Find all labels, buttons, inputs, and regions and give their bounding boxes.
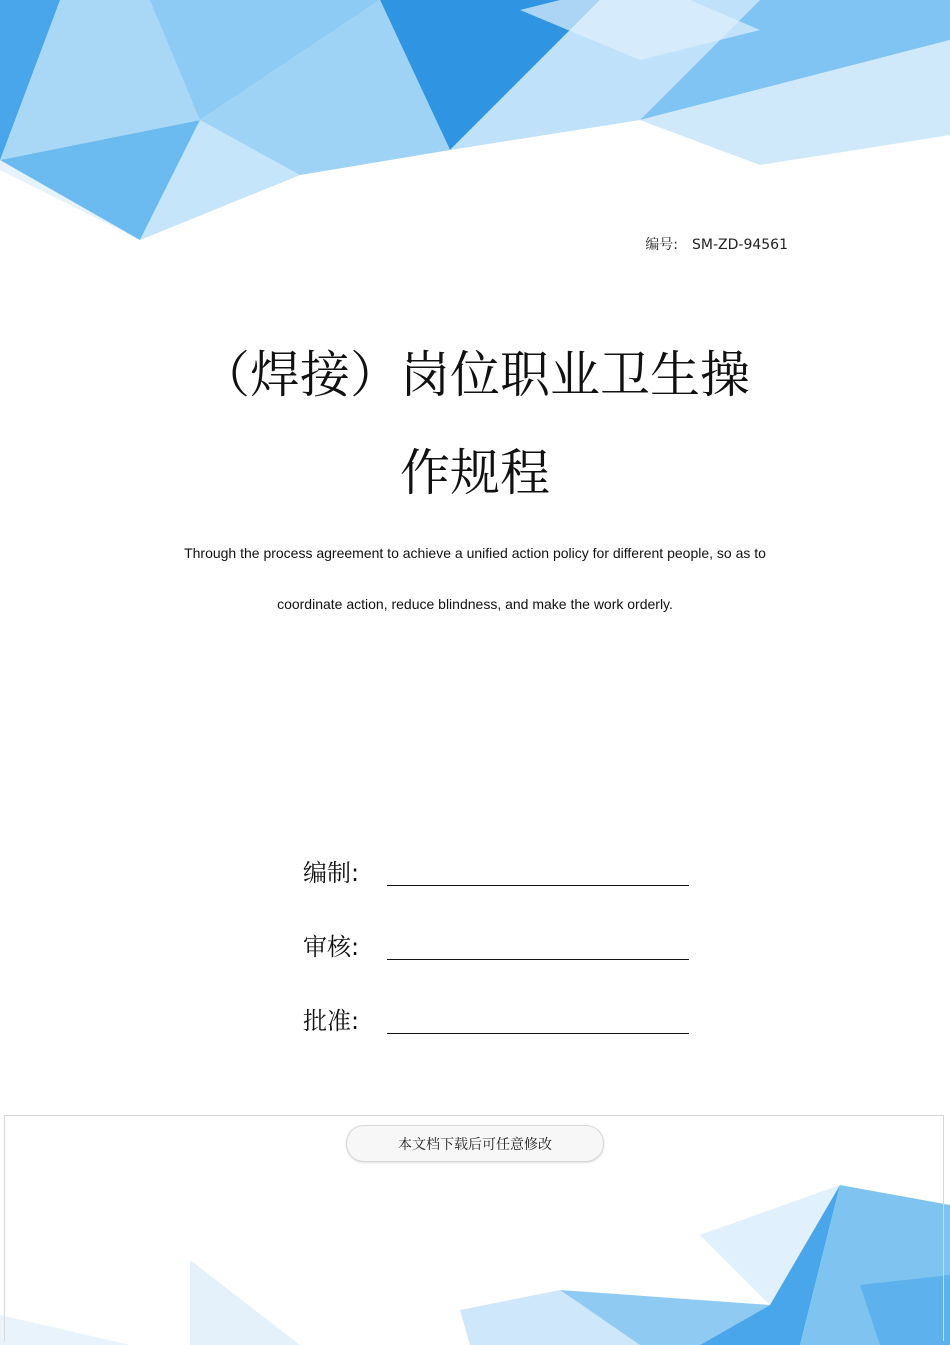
signature-line — [387, 855, 689, 886]
document-number-label: 编号: — [645, 237, 679, 253]
document-number — [645, 234, 788, 254]
subtitle-line-2: coordinate action, reduce blindness, and make the work orderly. — [277, 596, 673, 612]
signature-row-reviewer — [303, 926, 689, 962]
page-title-line-2: 作规程 — [400, 444, 550, 502]
signature-line — [387, 929, 689, 960]
page-title-line-1: （焊接）岗位职业卫生操 — [200, 346, 750, 404]
subtitle-line-1: Through the process agreement to achieve a unified action policy for different people, so as to — [184, 545, 766, 561]
editable-notice-badge: 本文档下载后可任意修改 — [346, 1125, 604, 1162]
document-number-value: SM-ZD-94561 — [692, 237, 788, 253]
signature-line — [387, 1003, 689, 1034]
signature-row-approver — [303, 1000, 689, 1036]
signature-label: 审核: — [303, 933, 360, 961]
top-decorative-banner — [0, 0, 950, 250]
signature-label: 编制: — [303, 859, 360, 887]
signature-label: 批准: — [303, 1007, 360, 1035]
signature-row-compiler — [303, 852, 689, 888]
